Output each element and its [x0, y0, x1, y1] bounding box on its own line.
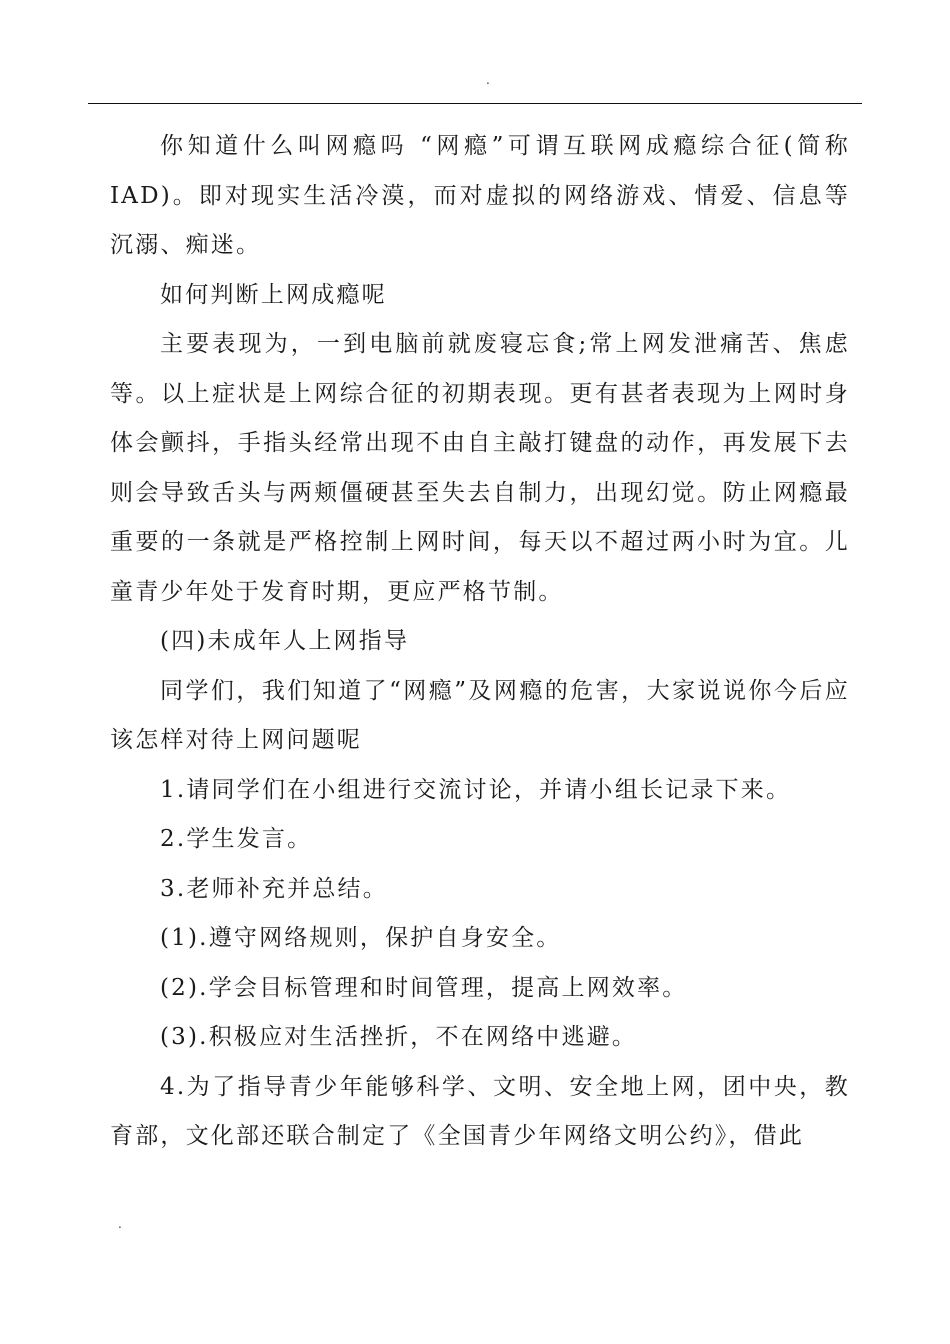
list-item-4: 4.为了指导青少年能够科学、文明、安全地上网，团中央，教育部，文化部还联合制定了《全国青少年网络文明公约》，借此: [110, 1073, 850, 1149]
section-heading-minors-guidance: (四)未成年人上网指导: [160, 628, 410, 654]
list-item-2: 2.学生发言。: [160, 826, 313, 852]
header-rule: [88, 103, 862, 104]
list-item-1: 1.请同学们在小组进行交流讨论，并请小组长记录下来。: [160, 776, 792, 803]
sub-item-1: (1).遵守网络规则，保护自身安全。: [160, 925, 562, 951]
sub-item-2: (2).学会目标管理和时间管理，提高上网效率。: [160, 974, 688, 1001]
paragraph-how-to-judge: 如何判断上网成瘾呢: [160, 281, 387, 308]
document-body: [110, 122, 850, 1162]
paragraph-symptoms: 主要表现为，一到电脑前就废寝忘食;常上网发泄痛苦、焦虑等。以上症状是上网综合征的初期表现。更有甚者表现为上网时身体会颤抖，手指头经常出现不由自主敲打键盘的动作，再发展下去则会导致舌头与两颊僵硬甚至失去自制力，出现幻觉。防止网瘾最重要的一条就是严格控制上网时间，每天以不超过两小时为宜。儿童青少年处于发育时期，更应严格节制。: [110, 331, 850, 605]
sub-item-3: (3).积极应对生活挫折，不在网络中逃避。: [160, 1024, 638, 1050]
header-mark: .: [486, 73, 490, 87]
list-item-3: 3.老师补充并总结。: [160, 875, 388, 902]
paragraph-iad-definition: 你知道什么叫网瘾吗 “网瘾”可谓互联网成瘾综合征(简称IAD)。即对现实生活冷漠，而对虚拟的网络游戏、情爱、信息等沉溺、痴迷。: [110, 133, 850, 258]
footer-mark: .: [118, 1217, 122, 1231]
paragraph-discussion-prompt: 同学们，我们知道了“网瘾”及网瘾的危害，大家说说你今后应该怎样对待上网问题呢: [110, 677, 850, 753]
